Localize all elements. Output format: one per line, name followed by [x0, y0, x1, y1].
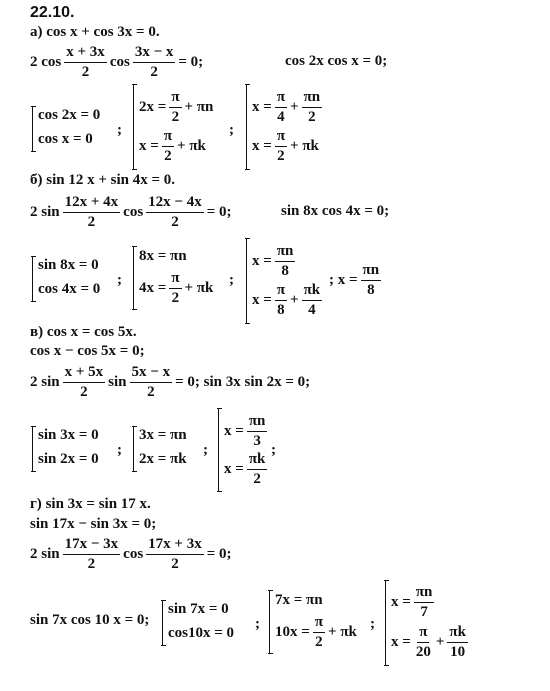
part-a-sys1-eq2: cos x = 0	[38, 131, 93, 147]
separator: ;	[271, 442, 276, 458]
part-g-eq2: sin 7x cos 10 x = 0;	[30, 612, 150, 628]
part-b-header	[30, 172, 175, 189]
part-b-sys2: 8x = πn 4x = $\frac{\pi}{2}$ + πk	[133, 246, 138, 310]
part-v-sys3: x = $\frac{\pi n}{3}$ x = $\frac{\pi k}{2}$	[218, 408, 223, 492]
part-b-eq2: sin 8x cos 4x = 0;	[281, 203, 390, 219]
part-a-sys2-eq1: 2x = $\frac{\pi}{2}$ + πn	[139, 89, 214, 125]
part-v-eq1: 2 sin $\frac{x + 5x}{2}$ sin $\frac{5x - x}{2}$ = 0; sin 3x sin 2x = 0;	[30, 364, 311, 400]
separator: ;	[117, 122, 122, 138]
part-b-label: б)	[30, 172, 43, 188]
part-g-statement: sin 3x = sin 17 x.	[45, 496, 151, 512]
part-a-sys2	[133, 84, 214, 170]
part-a-eq1-suffix: = 0;	[178, 53, 204, 70]
part-a-eq1-prefix: 2 cos	[30, 53, 62, 70]
separator: ;	[203, 442, 208, 458]
problem-number: 22.10.	[30, 4, 75, 21]
part-a-statement: cos x + cos 3x = 0.	[46, 24, 160, 40]
part-v-line2: cos x − cos 5x = 0;	[30, 343, 145, 359]
part-a-eq2: cos 2x cos x = 0;	[285, 53, 388, 69]
part-g-sys2: 7x = πn 10x = $\frac{\pi}{2}$ + πk	[269, 590, 274, 654]
part-a-eq1-frac1: $\frac{x + 3x}{2}$	[66, 44, 105, 80]
part-a-sys3-eq2: x = $\frac{\pi}{2}$ + πk	[252, 128, 319, 164]
part-a-header	[30, 24, 160, 41]
part-g-header	[30, 496, 151, 513]
part-a-sys2-eq2: x = $\frac{\pi}{2}$ + πk	[139, 128, 206, 164]
part-g-sys3: x = $\frac{\pi n}{7}$ x = $\frac{\pi}{20}$ + $\frac{\pi k}{10}$	[385, 580, 390, 666]
part-b-sys3: x = $\frac{\pi n}{8}$ x = $\frac{\pi}{8}$ + $\frac{\pi k}{4}$	[246, 238, 251, 324]
part-a-label: а)	[30, 24, 43, 40]
part-v-sys1: sin 3x = 0 sin 2x = 0	[32, 426, 37, 472]
part-b-eq1: 2 sin $\frac{12x + 4x}{2}$ cos $\frac{12x - 4x}{2}$ = 0;	[30, 194, 232, 230]
part-v-label: в)	[30, 324, 44, 340]
part-v-header	[30, 324, 137, 341]
separator: ;	[229, 122, 234, 138]
separator: ;	[370, 616, 375, 632]
part-v-statement: cos x = cos 5x.	[46, 324, 137, 340]
part-a-eq1	[30, 44, 203, 80]
part-b-final: ; x = $\frac{\pi n}{8}$	[329, 262, 380, 298]
part-a-eq1-mid: cos	[109, 53, 130, 70]
part-a-sys1-eq1: cos 2x = 0	[38, 107, 101, 123]
separator: ;	[117, 442, 122, 458]
part-v-sys2: 3x = πn 2x = πk	[133, 426, 138, 472]
part-a-eq1-frac2: $\frac{3x - x}{2}$	[134, 44, 174, 80]
part-g-sys1: sin 7x = 0 cos10x = 0	[162, 600, 167, 646]
separator: ;	[117, 272, 122, 288]
separator: ;	[229, 272, 234, 288]
part-a-sys3-eq1: x = $\frac{\pi}{4}$ + $\frac{\pi n}{2}$	[252, 89, 321, 125]
part-a-sys3	[246, 84, 321, 170]
part-b-sys1: sin 8x = 0 cos 4x = 0	[32, 256, 37, 302]
part-b-statement: sin 12 x + sin 4x = 0.	[46, 172, 176, 188]
part-a-sys1	[32, 106, 101, 152]
part-g-line2: sin 17x − sin 3x = 0;	[30, 516, 157, 532]
separator: ;	[255, 616, 260, 632]
part-g-eq1: 2 sin $\frac{17x - 3x}{2}$ cos $\frac{17x + 3x}{2}$ = 0;	[30, 536, 232, 572]
part-g-label: г)	[30, 496, 42, 512]
